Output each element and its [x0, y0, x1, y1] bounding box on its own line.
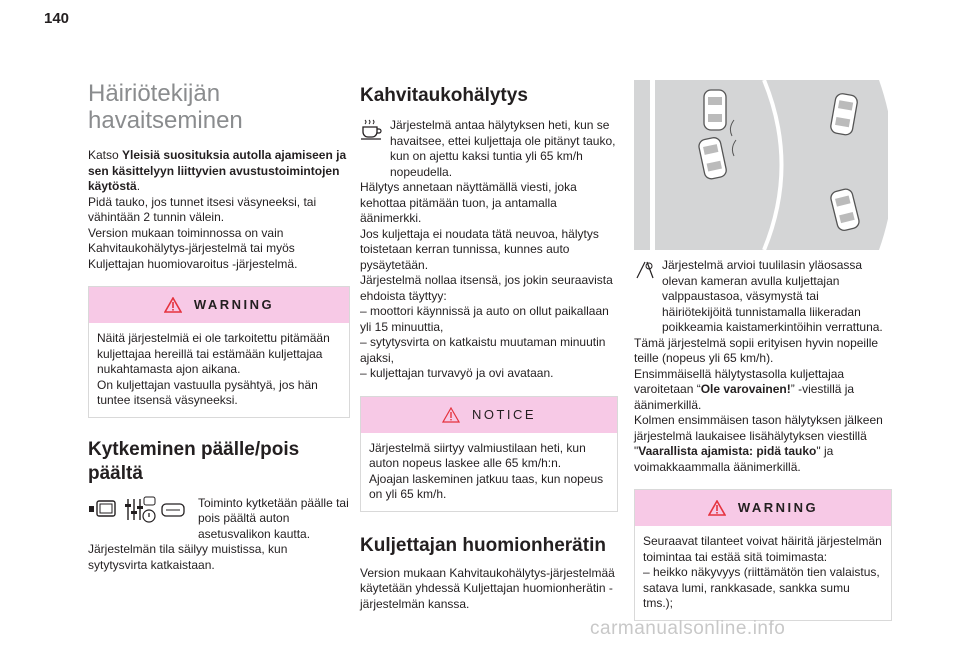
notice-triangle-icon	[442, 407, 460, 423]
paragraph: Version mukaan toiminnossa on vain Kahvitaukohälytys-järjestelmä tai myös Kuljettajan huomiovaroitus -järjestelmä.	[88, 225, 298, 271]
notice-label: NOTICE	[471, 406, 537, 422]
warning-label: WARNING	[193, 297, 275, 313]
section-title-driver-attention: Kuljettajan huomionherätin	[360, 534, 606, 556]
list-item: – kuljettajan turvavyö ja ovi avataan.	[360, 366, 554, 380]
paragraph: Järjestelmän tila säilyy muistissa, kun sytytysvirta katkaistaan.	[88, 542, 288, 572]
page-number: 140	[44, 10, 70, 27]
warning-text: Seuraavat tilanteet voivat häiritä järjestelmän toimintaa tai estää sitä toimimasta:	[643, 534, 882, 564]
paragraph: Tämä järjestelmä sopii erityisen hyvin nopeille teille (nopeus yli 65 km/h).	[634, 335, 879, 365]
intro-paragraph: Katso Yleisiä suosituksia autolla ajamiseen ja sen käsittelyyn liittyvien avustustoimintojen käytöstä.	[88, 148, 347, 193]
list-item: – sytytysvirta on katkaistu muutaman minuutin ajaksi,	[360, 335, 606, 365]
paragraph: Järjestelmä antaa hälytyksen heti, kun se havaitsee, ettei kuljettaja ole pitänyt tauko, kun on ajettu kaksi tuntia yli 65 km/h nopeudella.	[390, 118, 616, 179]
warning-text: On kuljettajan vastuulla pysähtyä, jos hän tuntee itsensä väsyneeksi.	[97, 377, 318, 407]
coffee-row	[360, 118, 618, 180]
column-3	[634, 80, 892, 621]
warning-text: Näitä järjestelmiä ei ole tarkoitettu pitämään kuljettajaa hereillä tai estämään kuljettajaa nukahtamasta ajon aikana.	[97, 331, 330, 376]
coffee-cup-icon	[360, 118, 384, 145]
paragraph: Ensimmäisellä hälytystasolla kuljettajaa varoitetaan “Ole varovainen!” -viestillä ja äänimerkillä.	[634, 366, 855, 412]
section-title-switch: Kytkeminen päälle/pois päältä	[88, 438, 300, 484]
paragraph: Hälytys annetaan näyttämällä viesti, joka kehottaa pitämään tuon, ja antamalla äänimerkki.	[360, 180, 577, 225]
section-title-coffee-break: Kahvitaukohälytys	[360, 85, 528, 106]
warning-list-item: – heikko näkyvyys (riittämätön tien valaistus, satava lumi, rankkasade, sankka sumu tms.);	[643, 565, 880, 610]
paragraph: Järjestelmä arvioi tuulilasin yläosassa olevan kameran avulla kuljettajan valppaustasoa, väsymystä tai häiriötekijöitä tunnistamalla liikeradan poikkeamia kaistamerkintöihin verrattuna.	[662, 258, 883, 334]
settings-menu-icons	[88, 496, 188, 529]
warning-box	[88, 286, 350, 418]
column-2	[360, 80, 618, 612]
notice-text: Ajoajan laskeminen jatkuu taas, kun nopeus on yli 65 km/h.	[369, 471, 604, 501]
paragraph: Kolmen ensimmäisen tason hälytyksen jälkeen järjestelmä laukaisee lisähälytyksen viestillä "Vaarallista ajamista: pidä tauko" ja voimakkaammalla äänimerkillä.	[634, 413, 883, 474]
watermark: carmanualsonline.info	[590, 618, 786, 639]
switch-row	[88, 496, 350, 543]
column-1	[88, 80, 350, 573]
paragraph: Jos kuljettaja ei noudata tätä neuvoa, hälytys toistetaan kerran tunnissa, kunnes auto pysäytetään.	[360, 226, 599, 272]
warning-header	[635, 490, 891, 526]
paragraph: Järjestelmä nollaa itsensä, jos jokin seuraavista ehdoista täyttyy:	[360, 273, 613, 303]
section-title-distraction: Häiriötekijän havaitseminen	[88, 80, 243, 134]
lane-drift-illustration	[634, 80, 888, 250]
notice-header	[361, 397, 617, 433]
warning-header	[89, 287, 349, 323]
car-icon	[704, 90, 726, 130]
warning-triangle-icon	[164, 297, 182, 313]
notice-box	[360, 396, 618, 512]
paragraph: Version mukaan Kahvitaukohälytys-järjestelmää käytetään yhdessä Kuljettajan huomionherätin -järjestelmän kanssa.	[360, 565, 615, 611]
list-item: – moottori käynnissä ja auto on ollut paikallaan yli 15 minuuttia,	[360, 304, 609, 334]
paragraph: Pidä tauko, jos tunnet itsesi väsyneeksi, tai vähintään 2 tunnin välein.	[88, 194, 317, 224]
paragraph: Toiminto kytketään päälle tai pois päältä auton asetusvalikon kautta.	[198, 495, 349, 541]
warning-box-2	[634, 489, 892, 621]
lane-camera-icon	[634, 258, 656, 285]
warning-triangle-icon	[708, 500, 726, 516]
warning-label: WARNING	[737, 500, 819, 516]
camera-row	[634, 258, 892, 336]
notice-text: Järjestelmä siirtyy valmiustilaan heti, kun auton nopeus laskee alle 65 km/h:n.	[369, 440, 586, 470]
